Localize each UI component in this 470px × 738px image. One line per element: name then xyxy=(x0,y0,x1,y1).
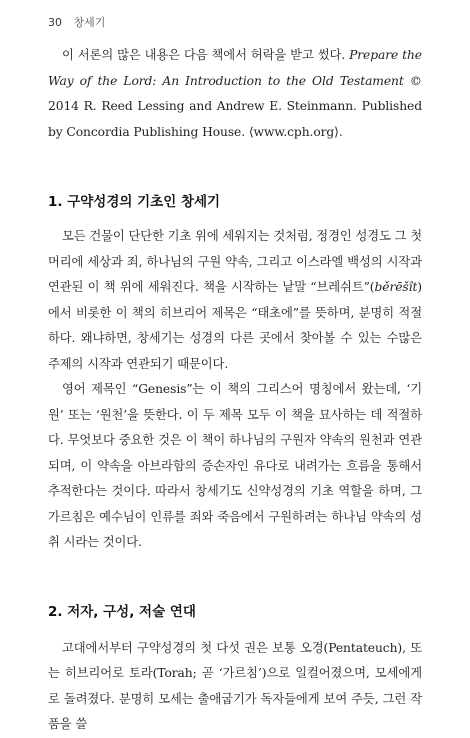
section-1-paragraph-2: 영어 제목인 “Genesis”는 이 책의 그리스어 명칭에서 왔는데, ‘기원’ 또는 ‘원천’을 뜻한다. 이 두 제목 모두 이 책을 묘사하는 데 적절하다. 무엇보다 중요한 것은 이 책이 하나님의 구원자 약속의 원천과 연관되며, 이 약속을 아브라함의 증손자인 유다로 내려가는 흐름을 통해서 추적한다는 것이다. 따라서 창세기도 신약성경의 기초 역할을 하며, 그 가르침은 예수님이 인류를 죄와 죽음에서 구원하려는 하나님 약속의 성취 시라는 것이다. xyxy=(48,382,422,549)
hebrew-term: běrēšît xyxy=(374,280,418,294)
page-body xyxy=(48,40,422,738)
intro-paragraph xyxy=(48,43,422,145)
book-title: Prepare the Way of the Lord: An Introduction to the Old Testament xyxy=(48,48,422,88)
section-1-heading: 1. 구약성경의 기초인 창세기 xyxy=(48,194,221,210)
paragraph-text: )에서 비롯한 이 책의 히브리어 제목은 “태초에”를 뜻하며, 분명히 적절하다. 왜냐하면, 창세기는 성경의 다른 곳에서 찾아볼 수 있는 수많은 주제의 시작과 연관되기 때문이다. xyxy=(48,280,422,371)
page-header xyxy=(48,14,105,30)
section-1-paragraph-1 xyxy=(48,224,422,377)
running-title: 창세기 xyxy=(73,16,106,29)
paragraph-text: 모든 건물이 단단한 기초 위에 세워지는 것처럼, 정경인 성경도 그 첫 머리에 세상과 죄, 하나님의 구원 약속, 그리고 이스라엘 백성의 시작과 연관된 이 책 위에 세워진다. 책을 시작하는 낱말 “브레쉬트”( xyxy=(48,229,422,294)
section-2-paragraph-1: 고대에서부터 구약성경의 첫 다섯 권은 보통 오경(Pentateuch), 또는 히브리어로 토라(Torah; 곧 ‘가르침’)으로 일컬어졌으며, 모세에게로 돌려졌다. 분명히 모세는 출애굽기가 독자들에게 보여 주듯, 그런 작품을 쓸 xyxy=(48,640,422,731)
section-2-heading: 2. 저자, 구성, 저술 연대 xyxy=(48,603,196,620)
page-number: 30 xyxy=(48,16,62,29)
intro-text: 이 서론의 많은 내용은 다음 책에서 허락을 받고 썼다. xyxy=(62,48,350,62)
intro-copyright: © 2014 R. Reed Lessing and Andrew E. Steinmann. Published by Concordia Publishing House. ⟨www.cph.org⟩. xyxy=(48,73,422,139)
